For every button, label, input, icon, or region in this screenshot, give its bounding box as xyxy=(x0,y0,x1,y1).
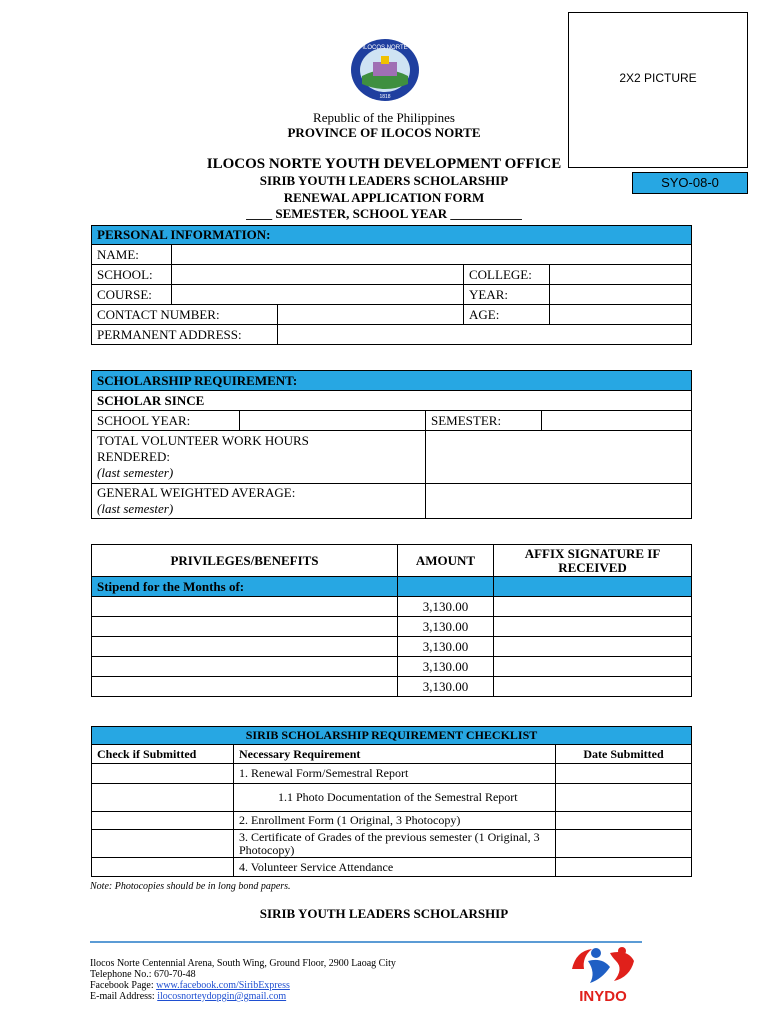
checklist-item: 4. Volunteer Service Attendance xyxy=(234,858,556,877)
date-field[interactable] xyxy=(556,784,692,812)
checkbox-cell[interactable] xyxy=(92,784,234,812)
personal-info-heading: PERSONAL INFORMATION: xyxy=(92,226,692,245)
address-label: PERMANENT ADDRESS: xyxy=(92,325,278,345)
footer-address: Ilocos Norte Centennial Arena, South Wing, Ground Floor, 2900 Laoag City xyxy=(90,958,396,969)
stipend-signature-blank xyxy=(494,577,692,597)
school-label: SCHOOL: xyxy=(92,265,172,285)
facebook-label: Facebook Page: xyxy=(90,980,157,991)
checklist-col-requirement: Necessary Requirement xyxy=(234,745,556,764)
seal-year: 1818 xyxy=(379,94,391,100)
benefits-table xyxy=(91,544,692,697)
seal-top-text: ILOCOS NORTE xyxy=(362,45,408,51)
signature-field[interactable] xyxy=(494,677,692,697)
checkbox-cell[interactable] xyxy=(92,858,234,877)
checklist-item: 2. Enrollment Form (1 Original, 3 Photocopy) xyxy=(234,812,556,830)
college-field[interactable] xyxy=(550,265,692,285)
school-field[interactable] xyxy=(172,265,464,285)
address-field[interactable] xyxy=(278,325,692,345)
header-form-name: RENEWAL APPLICATION FORM xyxy=(283,190,485,205)
checklist-col-date: Date Submitted xyxy=(556,745,692,764)
age-field[interactable] xyxy=(550,305,692,325)
benefits-col-privileges: PRIVILEGES/BENEFITS xyxy=(92,545,398,577)
month-field[interactable] xyxy=(92,657,398,677)
photo-box xyxy=(568,12,748,168)
checklist-item: 3. Certificate of Grades of the previous semester (1 Original, 3 Photocopy) xyxy=(234,830,556,858)
semester-field[interactable] xyxy=(542,411,692,431)
footer-title: SIRIB YOUTH LEADERS SCHOLARSHIP xyxy=(259,906,509,921)
signature-field[interactable] xyxy=(494,617,692,637)
gwa-label: GENERAL WEIGHTED AVERAGE: (last semester) xyxy=(92,484,426,519)
month-field[interactable] xyxy=(92,677,398,697)
volunteer-hours-label: TOTAL VOLUNTEER WORK HOURS RENDERED: (last semester) xyxy=(92,431,426,484)
school-year-label: SCHOOL YEAR: xyxy=(92,411,240,431)
footer-rule xyxy=(90,941,642,943)
header-republic: Republic of the Philippines xyxy=(313,110,455,125)
age-label: AGE: xyxy=(464,305,550,325)
inydo-logo xyxy=(566,943,640,1005)
month-field[interactable] xyxy=(92,617,398,637)
name-label: NAME: xyxy=(92,245,172,265)
checklist-item: 1.1 Photo Documentation of the Semestral Report xyxy=(234,784,556,812)
checkbox-cell[interactable] xyxy=(92,812,234,830)
checklist-col-check: Check if Submitted xyxy=(92,745,234,764)
benefits-col-signature: AFFIX SIGNATURE IF RECEIVED xyxy=(494,545,692,577)
scholarship-requirement-table xyxy=(91,370,692,519)
date-field[interactable] xyxy=(556,858,692,877)
photo-box-label: 2X2 PICTURE xyxy=(619,71,697,85)
course-label: COURSE: xyxy=(92,285,172,305)
checklist-heading: SIRIB SCHOLARSHIP REQUIREMENT CHECKLIST xyxy=(92,727,692,745)
amount-cell: 3,130.00 xyxy=(398,637,494,657)
amount-cell: 3,130.00 xyxy=(398,657,494,677)
year-label: YEAR: xyxy=(464,285,550,305)
email-label: E-mail Address: xyxy=(90,991,158,1002)
benefits-col-amount: AMOUNT xyxy=(398,545,494,577)
signature-field[interactable] xyxy=(494,657,692,677)
checklist-table xyxy=(91,726,692,877)
course-field[interactable] xyxy=(172,285,464,305)
school-year-field[interactable] xyxy=(240,411,426,431)
contact-label: CONTACT NUMBER: xyxy=(92,305,278,325)
amount-cell: 3,130.00 xyxy=(398,677,494,697)
signature-field[interactable] xyxy=(494,637,692,657)
scholar-since-label: SCHOLAR SINCE xyxy=(92,391,692,411)
checklist-item: 1. Renewal Form/Semestral Report xyxy=(234,764,556,784)
amount-cell: 3,130.00 xyxy=(398,597,494,617)
header-office: ILOCOS NORTE YOUTH DEVELOPMENT OFFICE xyxy=(206,156,562,172)
stipend-amount-blank xyxy=(398,577,494,597)
footer-telephone: Telephone No.: 670-70-48 xyxy=(90,969,196,980)
gwa-field[interactable] xyxy=(426,484,692,519)
checkbox-cell[interactable] xyxy=(92,764,234,784)
date-field[interactable] xyxy=(556,830,692,858)
month-field[interactable] xyxy=(92,597,398,617)
header-province: PROVINCE OF ILOCOS NORTE xyxy=(287,125,481,140)
province-seal xyxy=(349,38,421,102)
volunteer-hours-field[interactable] xyxy=(426,431,692,484)
form-code: SYO-08-0 xyxy=(632,172,748,194)
year-field[interactable] xyxy=(550,285,692,305)
amount-cell: 3,130.00 xyxy=(398,617,494,637)
email-link[interactable]: ilocosnorteydopgin@gmail.com xyxy=(157,991,287,1002)
name-field[interactable] xyxy=(172,245,692,265)
header-semester-line: ____ SEMESTER, SCHOOL YEAR ___________ xyxy=(246,206,522,221)
header-program: SIRIB YOUTH LEADERS SCHOLARSHIP xyxy=(259,173,509,188)
date-field[interactable] xyxy=(556,812,692,830)
requirement-heading: SCHOLARSHIP REQUIREMENT: xyxy=(92,371,692,391)
logo-text: INYDO xyxy=(579,988,627,1005)
date-field[interactable] xyxy=(556,764,692,784)
footer-email xyxy=(90,991,286,1002)
checkbox-cell[interactable] xyxy=(92,830,234,858)
contact-field[interactable] xyxy=(278,305,464,325)
footer-facebook xyxy=(90,980,290,991)
personal-info-table xyxy=(91,225,692,345)
college-label: COLLEGE: xyxy=(464,265,550,285)
stipend-label: Stipend for the Months of: xyxy=(92,577,398,597)
photocopy-note: Note: Photocopies should be in long bond papers. xyxy=(90,881,291,892)
facebook-link[interactable]: www.facebook.com/SiribExpress xyxy=(156,980,290,991)
semester-label: SEMESTER: xyxy=(426,411,542,431)
signature-field[interactable] xyxy=(494,597,692,617)
month-field[interactable] xyxy=(92,637,398,657)
